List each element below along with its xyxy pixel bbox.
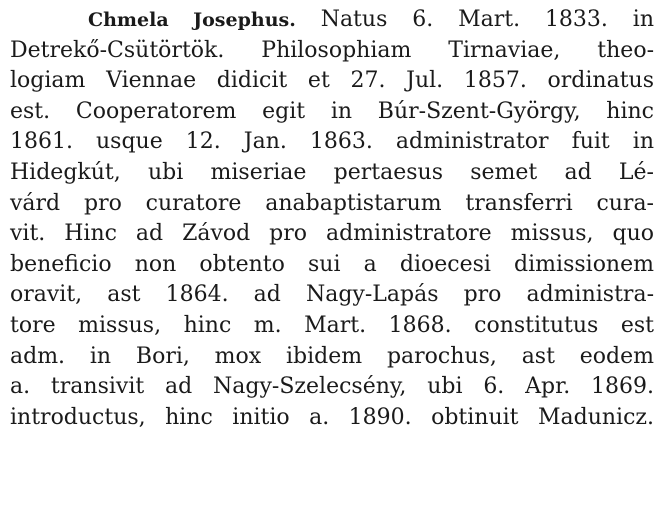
entry-line: introductus, hinc initio a. 1890. obtinuit Madunicz. (10, 404, 654, 430)
entry-line: beneficio non obtento sui a dioecesi dimissionem (10, 251, 654, 277)
entry-line: Detrekő-Csütörtök. Philosophiam Tirnaviae, theo- (10, 37, 654, 63)
biographical-entry (10, 5, 654, 433)
entry-line: logiam Viennae didicit et 27. Jul. 1857. ordinatus (10, 68, 654, 94)
entry-line: várd pro curatore anabaptistarum transferri cura- (10, 190, 654, 216)
entry-line: vit. Hinc ad Závod pro administratore missus, quo (10, 221, 654, 247)
entry-first-line-text: Natus 6. Mart. 1833. in (295, 7, 654, 32)
entry-line: Hidegkút, ubi miseriae pertaesus semet ad Lé- (10, 159, 654, 185)
entry-line (10, 5, 654, 36)
entry-line: oravit, ast 1864. ad Nagy-Lapás pro administra- (10, 282, 654, 308)
entry-line: 1861. usque 12. Jan. 1863. administrator fuit in (10, 129, 654, 155)
entry-line: tore missus, hinc m. Mart. 1868. constitutus est (10, 312, 654, 338)
entry-name: Chmela Josephus. (88, 9, 296, 31)
entry-line: a. transivit ad Nagy-Szelecsény, ubi 6. Apr. 1869. (10, 374, 654, 400)
entry-line: adm. in Bori, mox ibidem parochus, ast eodem (10, 343, 654, 369)
entry-line: est. Cooperatorem egit in Búr-Szent-György, hinc (10, 98, 654, 124)
